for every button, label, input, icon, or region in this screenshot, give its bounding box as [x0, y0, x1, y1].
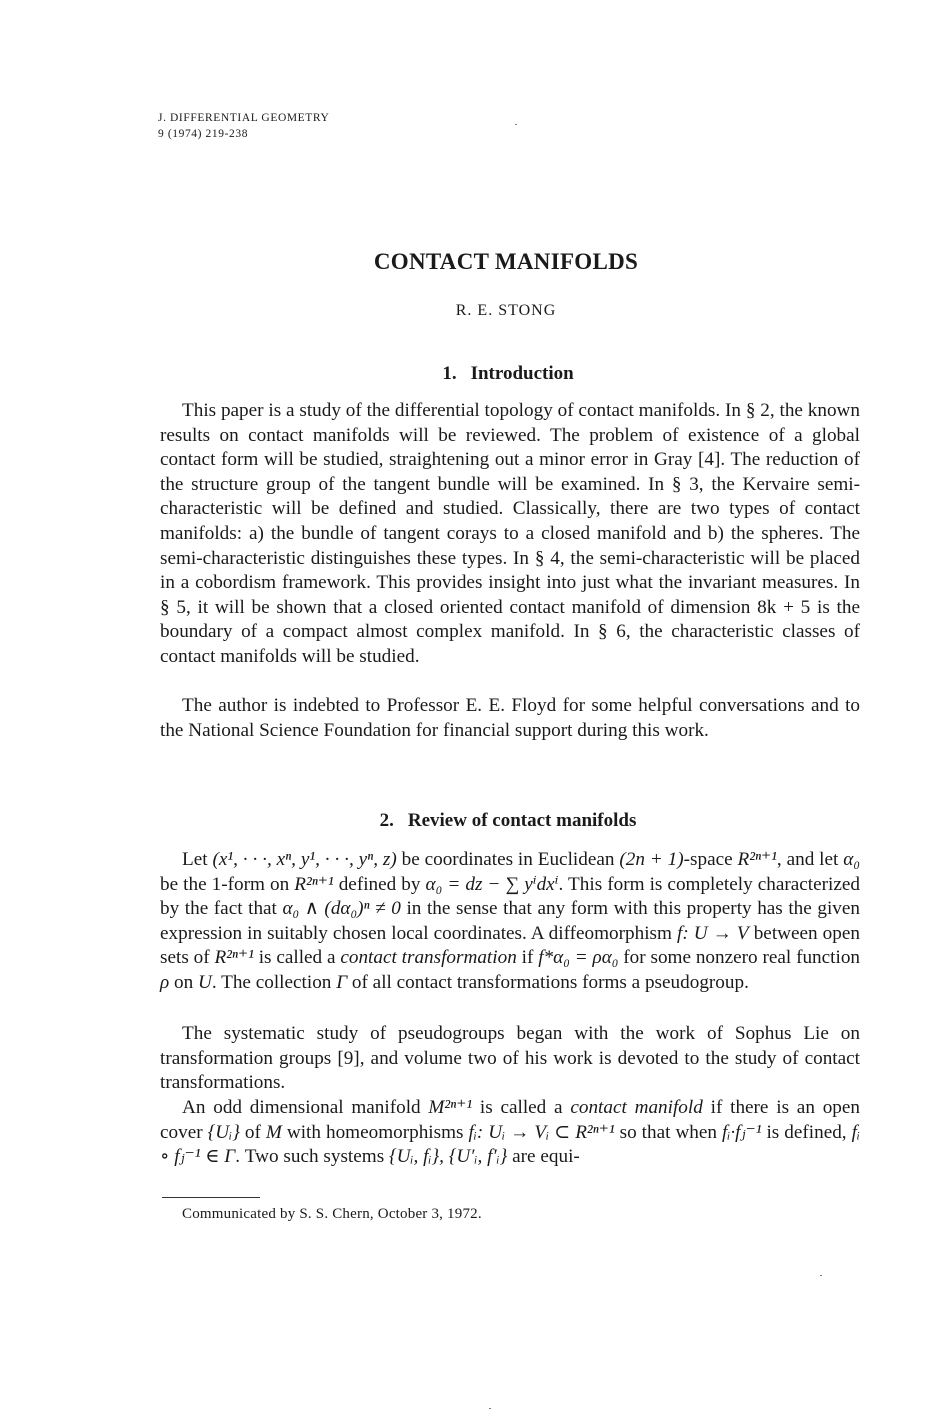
math-systems: {Uᵢ, fᵢ}, {U′ᵢ, f′ᵢ}: [388, 1146, 508, 1168]
math-charts: fᵢ: Uᵢ → Vᵢ ⊂ R²ⁿ⁺¹: [468, 1121, 615, 1143]
math-u: U: [198, 971, 212, 993]
math-coordinates: (x¹, · · ·, xⁿ, y¹, · · ·, yⁿ, z): [212, 849, 397, 870]
math-contact-form: α₀ = dz − ∑ yⁱdxⁱ: [425, 873, 559, 895]
review-paragraph-3: An odd dimensional manifold M²ⁿ⁺¹ is called a contact manifold if there is an open cover {Uᵢ} of M with homeomorphisms fᵢ: Uᵢ → Vᵢ ⊂ R²ⁿ⁺¹ so that when fᵢ·fⱼ⁻¹ is defined, fᵢ ∘ fⱼ⁻¹ ∈ Γ. Two such systems {Uᵢ, fᵢ}, {U′ᵢ, f′ᵢ} are equi-: [160, 1097, 860, 1168]
review-paragraph-2: The systematic study of pseudogroups began with the work of Sophus Lie on transformation groups [9], and volume two of his work is devoted to the study of contact transformations.: [160, 1023, 860, 1094]
math-transition: fᵢ·fⱼ⁻¹: [722, 1121, 762, 1143]
section-1-title: Introduction: [470, 363, 574, 384]
math-composition: fᵢ ∘ fⱼ⁻¹ ∈ Γ: [160, 1121, 860, 1168]
footnote-rule: [162, 1197, 260, 1198]
math-euclidean-space: R²ⁿ⁺¹: [737, 849, 777, 870]
section-1-heading: [0, 363, 944, 385]
term-contact-manifold: contact manifold: [570, 1097, 703, 1118]
math-euclidean-space: R²ⁿ⁺¹: [214, 947, 254, 969]
math-m: M: [265, 1121, 282, 1143]
math-euclidean-space: R²ⁿ⁺¹: [294, 873, 334, 895]
math-rho: ρ: [160, 971, 170, 993]
scan-speck: [820, 1275, 822, 1276]
journal-issue: 9 (1974) 219-238: [158, 128, 249, 140]
review-paragraph-1: Let (x¹, · · ·, xⁿ, y¹, · · ·, yⁿ, z) be coordinates in Euclidean (2n + 1)-space R²ⁿ⁺¹, and let α₀ be the 1-form on R²ⁿ⁺¹ defined by α₀ = dz − ∑ yⁱdxⁱ. This form is completely characterized by the fact that α₀ ∧ (dα₀)ⁿ ≠ 0 in the sense that any form with this property has the given expression in suitably chosen local coordinates. A diffeomorphism f: U → V between open sets of R²ⁿ⁺¹ is called a contact transformation if f*α₀ = ρα₀ for some nonzero real function ρ on U. The collection Γ of all contact transformations forms a pseudogroup.: [160, 849, 861, 993]
section-2-number: 2.: [379, 810, 394, 831]
math-pullback: f*α₀ = ρα₀: [538, 947, 619, 969]
section-1-number: 1.: [442, 363, 457, 384]
math-dimension: (2n + 1): [619, 849, 684, 870]
section-2-title: Review of contact manifolds: [407, 810, 637, 831]
math-diffeomorphism: f: U → V: [677, 922, 749, 944]
section-2-heading: [0, 810, 944, 832]
term-contact-transformation: contact transformation: [340, 947, 517, 969]
math-nondegeneracy: α₀ ∧ (dα₀)ⁿ ≠ 0: [282, 898, 401, 920]
paper-title: CONTACT MANIFOLDS: [373, 249, 639, 274]
footnote: Communicated by S. S. Chern, October 3, 1972.: [182, 1206, 482, 1222]
math-gamma: Γ: [336, 971, 348, 993]
paper-author: R. E. STONG: [455, 302, 557, 319]
journal-name: J. DIFFERENTIAL GEOMETRY: [158, 112, 330, 124]
scan-speck: [489, 1408, 491, 1409]
math-open-cover: {Uᵢ}: [207, 1121, 240, 1143]
math-manifold: M²ⁿ⁺¹: [428, 1097, 473, 1118]
scan-speck: [515, 124, 517, 125]
intro-paragraph-2: The author is indebted to Professor E. E. Floyd for some helpful conversations and to the National Science Foundation for financial support during this work.: [160, 695, 860, 741]
journal-header: [158, 110, 329, 142]
intro-paragraph-1: This paper is a study of the differential topology of contact manifolds. In § 2, the known results on contact manifolds will be reviewed. The problem of existence of a global contact form will be studied, straightening out a minor error in Gray [4]. The reduction of the structure group of the tangent bundle will be examined. In § 3, the Kervaire semi-characteristic will be defined and studied. Classically, there are two types of contact manifolds: a) the bundle of tangent corays to a closed manifold and b) the spheres. The semi-characteristic distinguishes these types. In § 4, the semi-characteristic will be placed in a cobordism framework. This provides insight into just what the invariant measures. In § 5, it will be shown that a closed oriented contact manifold of dimension 8k + 5 is the boundary of a compact almost complex manifold. In § 6, the characteristic classes of contact manifolds will be studied.: [160, 400, 860, 667]
math-alpha-zero: α₀: [843, 849, 860, 870]
